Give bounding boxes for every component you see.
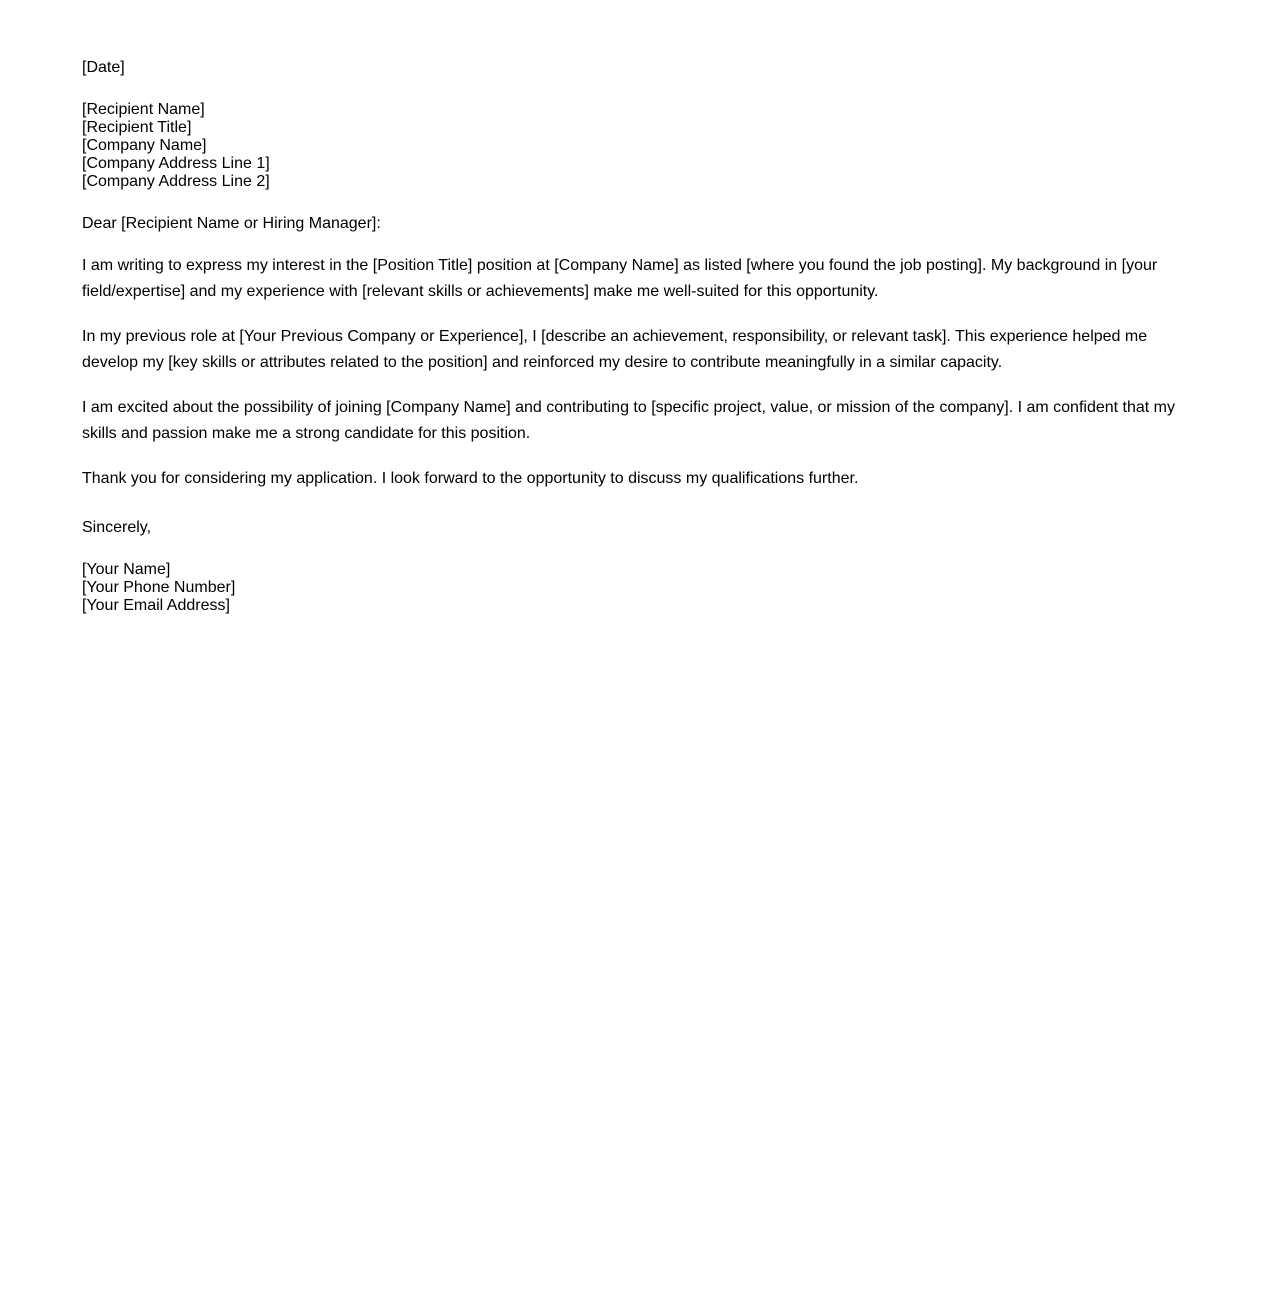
body-paragraph-intro: I am writing to express my interest in the [Position Title] position at [Company Name] as listed [where you found the job posting]. My background in [your field/expertise] and my experience with [relevant skills or achievements] make me well-suited for this opportunity. — [82, 257, 1158, 300]
recipient-title: [Recipient Title] — [82, 119, 192, 136]
recipient-address-line-2: [Company Address Line 2] — [82, 173, 270, 190]
body-paragraph-motivation: I am excited about the possibility of joining [Company Name] and contributing to [specific project, value, or mission of the company]. I am confident that my skills and passion make me a strong candidate for this position. — [82, 399, 1175, 442]
recipient-address-line-1: [Company Address Line 1] — [82, 155, 270, 172]
body-paragraph-thanks: Thank you for considering my application. I look forward to the opportunity to discuss my qualifications further. — [82, 470, 859, 487]
sender-email: [Your Email Address] — [82, 597, 230, 614]
sender-phone: [Your Phone Number] — [82, 579, 236, 596]
letter-date — [82, 59, 1192, 77]
date-text: [Date] — [82, 59, 125, 76]
signature-block — [82, 561, 1192, 615]
salutation: Dear [Recipient Name or Hiring Manager]: — [82, 215, 381, 232]
recipient-name: [Recipient Name] — [82, 101, 205, 118]
closing: Sincerely, — [82, 519, 152, 536]
body-paragraph-experience: In my previous role at [Your Previous Company or Experience], I [describe an achievement, responsibility, or relevant task]. This experience helped me develop my [key skills or attributes related to the position] and reinforced my desire to contribute meaningfully in a similar capacity. — [82, 328, 1148, 371]
recipient-company: [Company Name] — [82, 137, 207, 154]
cover-letter — [82, 59, 1192, 615]
recipient-address-block — [82, 101, 1192, 191]
sender-name: [Your Name] — [82, 561, 171, 578]
